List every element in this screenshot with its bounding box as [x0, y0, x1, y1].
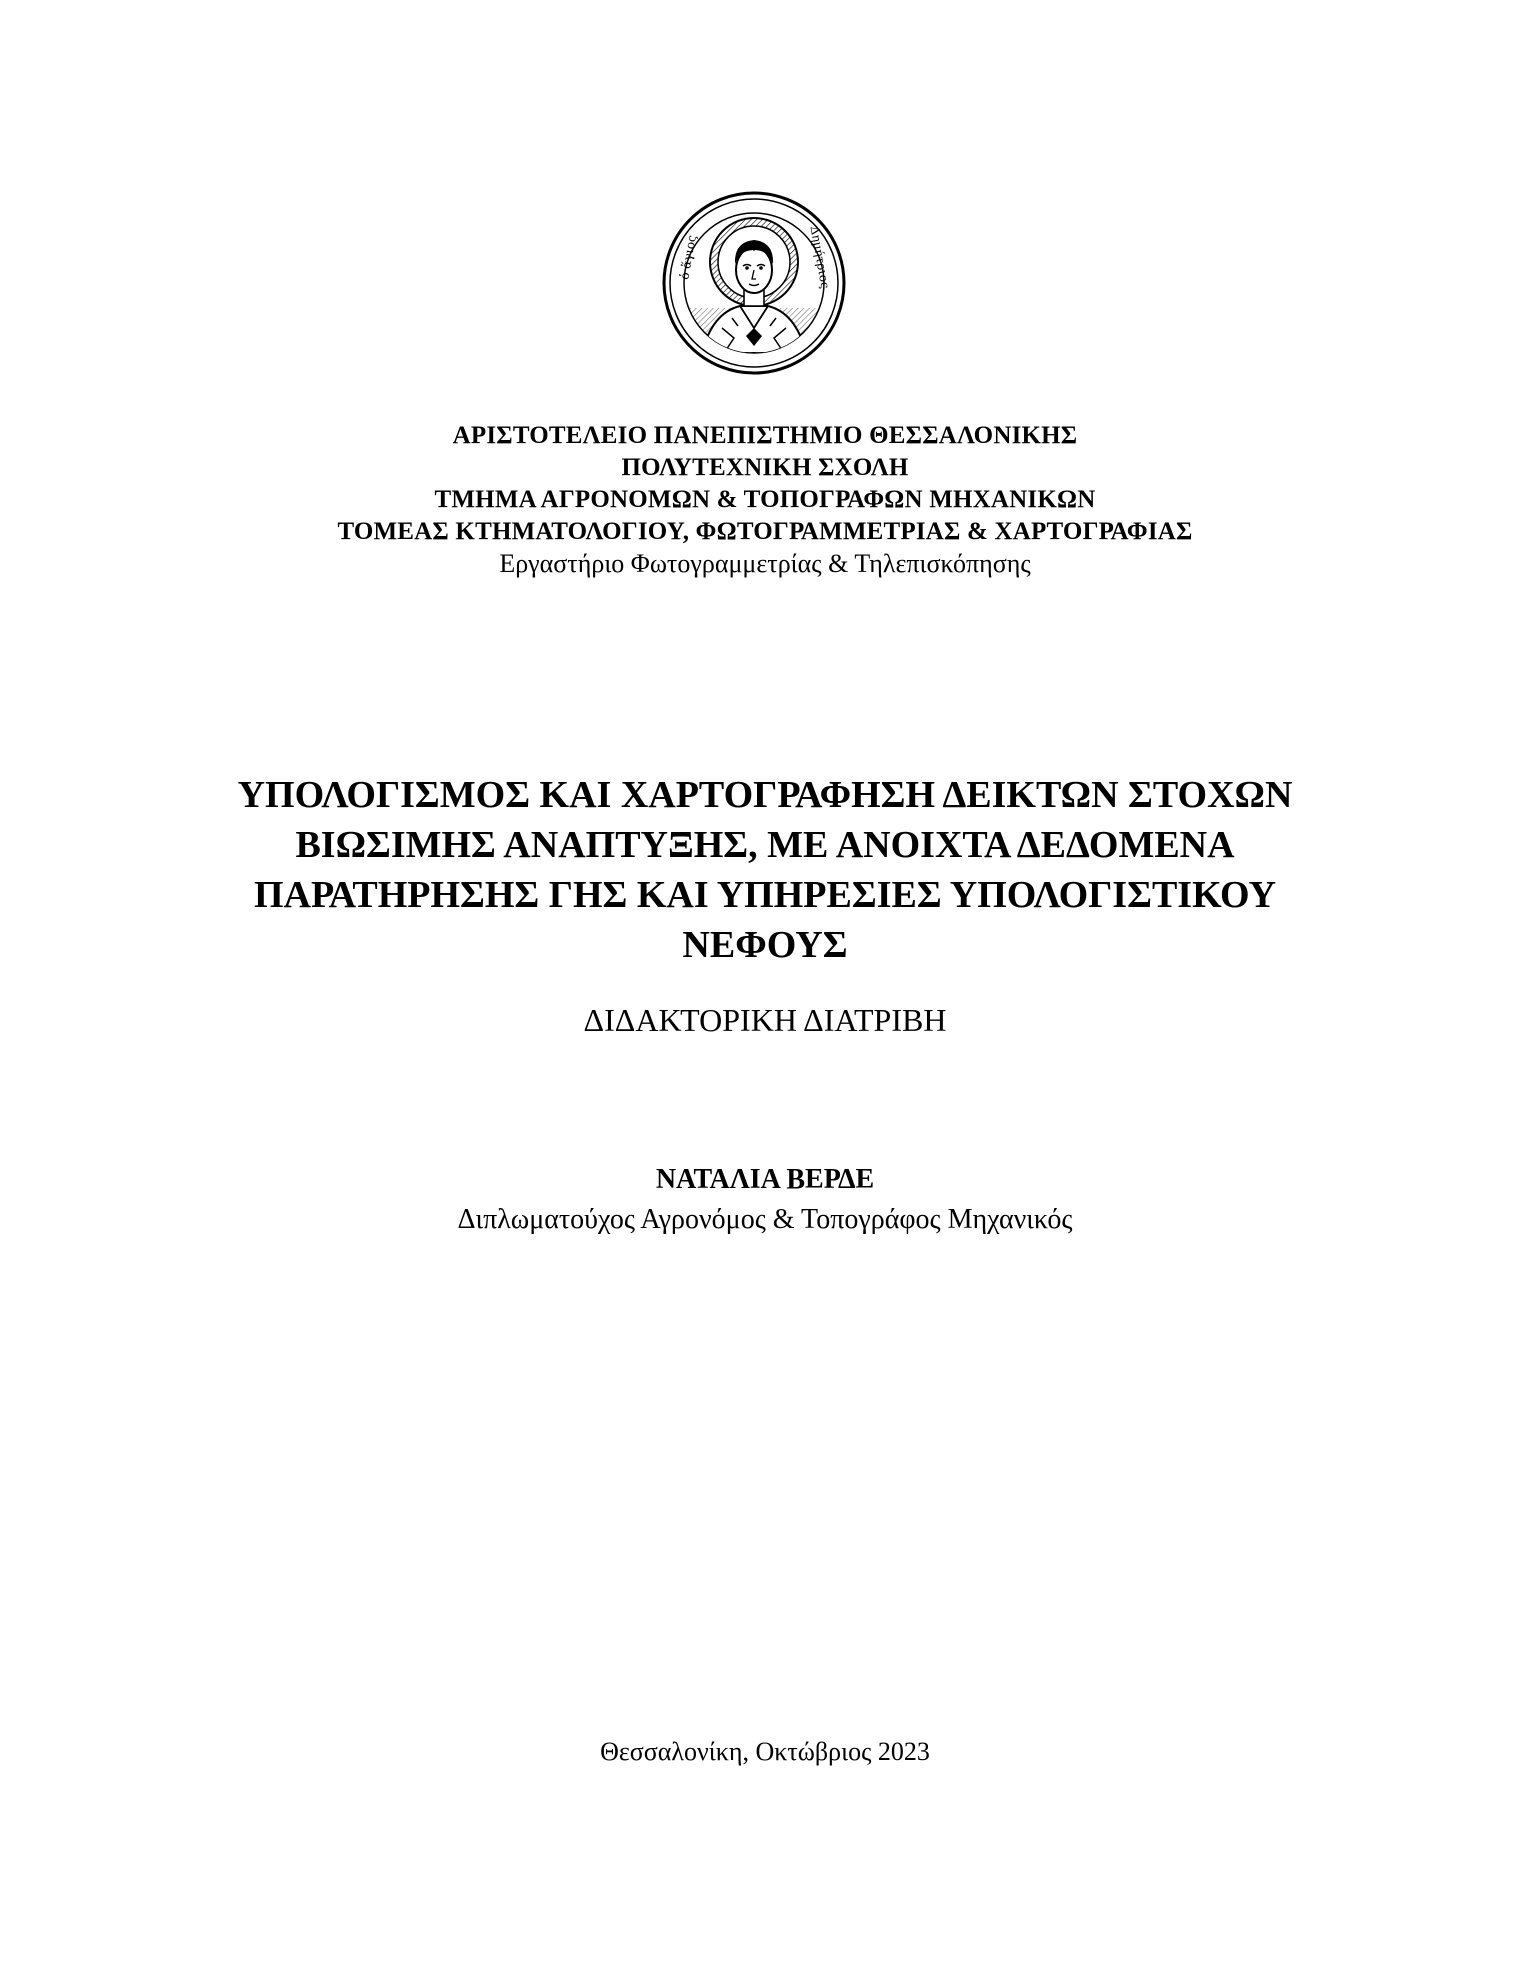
author-block	[0, 1160, 1530, 1240]
seal-inscription-left: ὁ ἅγιος	[677, 233, 699, 281]
school-name: ΠΟΛΥΤΕΧΝΙΚΗ ΣΧΟΛΗ	[621, 454, 909, 481]
laboratory-name: Εργαστήριο Φωτογραμμετρίας & Τηλεπισκόπησης	[499, 549, 1031, 578]
document-type: ΔΙΔΑΚΤΟΡΙΚΗ ΔΙΑΤΡΙΒΗ	[583, 1002, 947, 1038]
thesis-title-line: ΒΙΩΣΙΜΗΣ ΑΝΑΠΤΥΞΗΣ, ΜΕ ΑΝΟΙΧΤΑ ΔΕΔΟΜΕΝΑ	[295, 824, 1235, 866]
author-name: ΝΑΤΑΛΙΑ ΒΕΡΔΕ	[655, 1164, 875, 1195]
thesis-title-line: ΥΠΟΛΟΓΙΣΜΟΣ ΚΑΙ ΧΑΡΤΟΓΡΑΦΗΣΗ ΔΕΙΚΤΩΝ ΣΤΟΧΩΝ	[237, 774, 1293, 816]
author-degree: Διπλωματούχος Αγρονόμος & Τοπογράφος Μηχανικός	[457, 1204, 1073, 1235]
seal-inscription-right: Δημήτριος	[807, 224, 833, 290]
university-seal-logo	[662, 178, 846, 388]
department-name: ΤΜΗΜΑ ΑΓΡΟΝΟΜΩΝ & ΤΟΠΟΓΡΑΦΩΝ ΜΗΧΑΝΙΚΩΝ	[434, 486, 1096, 513]
thesis-title	[0, 770, 1530, 970]
sector-name: ΤΟΜΕΑΣ ΚΤΗΜΑΤΟΛΟΓΙΟΥ, ΦΩΤΟΓΡΑΜΜΕΤΡΙΑΣ & ΧΑΡΤΟΓΡΑΦΙΑΣ	[337, 518, 1193, 545]
thesis-title-line: ΠΑΡΑΤΗΡΗΣΗΣ ΓΗΣ ΚΑΙ ΥΠΗΡΕΣΙΕΣ ΥΠΟΛΟΓΙΣΤΙΚΟΥ	[253, 874, 1277, 916]
institution-block	[0, 420, 1530, 580]
university-name: ΑΡΙΣΤΟΤΕΛΕΙΟ ΠΑΝΕΠΙΣΤΗΜΙΟ ΘΕΣΣΑΛΟΝΙΚΗΣ	[452, 422, 1078, 449]
place-date: Θεσσαλονίκη, Οκτώβριος 2023	[600, 1737, 930, 1766]
thesis-title-line: ΝΕΦΟΥΣ	[682, 924, 848, 966]
